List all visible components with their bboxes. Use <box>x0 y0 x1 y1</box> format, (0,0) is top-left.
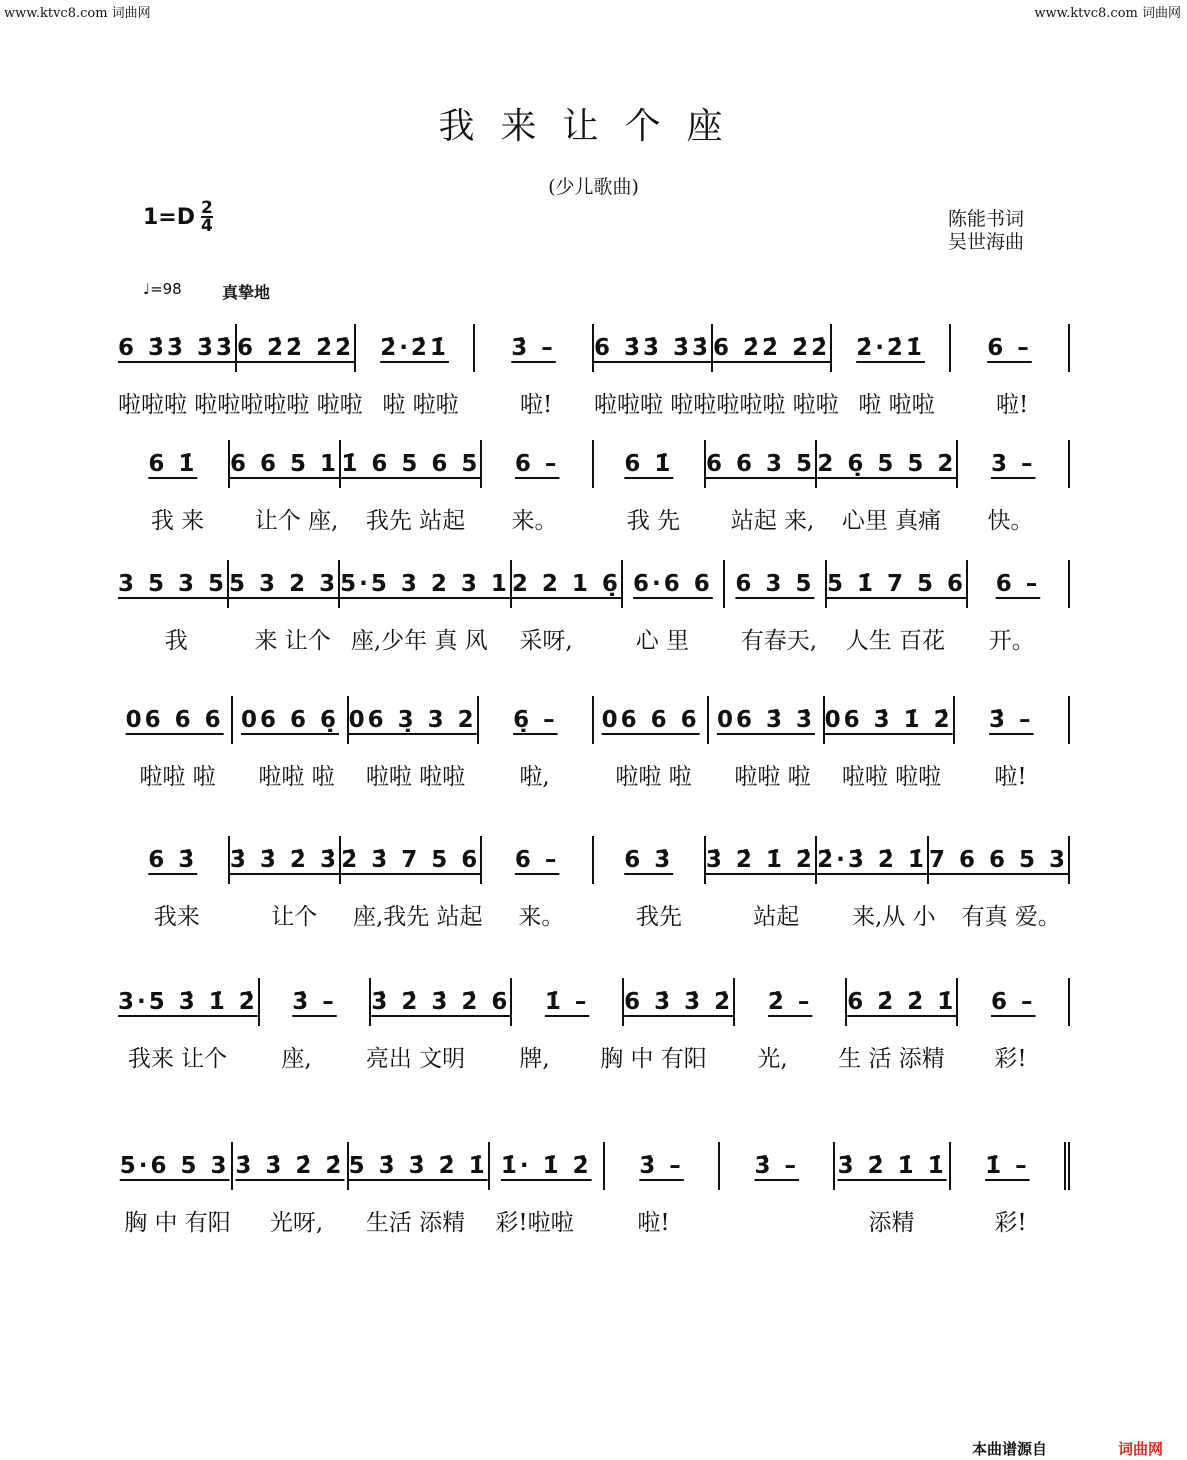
lyric: 啦啦啦 啦啦 <box>594 392 717 418</box>
lyric: 彩! <box>994 1210 1027 1236</box>
lyric: 来,从 小 <box>851 904 936 930</box>
measure: 2̇ – <box>735 978 847 1026</box>
lyric: 让个 座, <box>254 508 339 534</box>
measure: 2̇·2̇1̇ <box>832 324 951 372</box>
lyric: 站起 来, <box>730 508 815 534</box>
lyric: 啦啦啦 啦啦 <box>240 392 363 418</box>
lyric: 座, <box>281 1046 312 1072</box>
measure: 06 3̣ 3 2 <box>349 696 479 744</box>
lyric: 来。 <box>511 508 558 534</box>
measure: 6 – <box>482 440 594 488</box>
measure: 6 3̇3̇ 3̇3̇ <box>594 324 713 372</box>
measure: 5 3̇ 3̇ 2̇ 1̇ <box>349 1142 490 1190</box>
lyric: 牌, <box>519 1046 550 1072</box>
source-label: 本曲谱源自 <box>972 1440 1048 1458</box>
lyric: 胸 中 有阳 <box>124 1210 231 1236</box>
measure: 6 – <box>958 978 1070 1026</box>
measure: 06 3̇ 1̇ 2̇ <box>825 696 955 744</box>
measure: 2 6̣ 5 5 2 <box>817 440 958 488</box>
notes-row <box>118 560 1070 608</box>
expression-mark: 真挚地 <box>222 283 271 302</box>
lyric: 胸 中 有阳 <box>600 1046 707 1072</box>
lyric: 来 让个 <box>254 628 331 654</box>
time-signature <box>201 200 213 234</box>
measure: 3̇ – <box>720 1142 835 1190</box>
lyric: 生活 添精 <box>365 1210 466 1236</box>
lyric: 啦! <box>637 1210 670 1236</box>
score-system <box>118 836 1070 931</box>
measure: 06 6 6̣ <box>233 696 348 744</box>
song-subtitle: (少儿歌曲) <box>548 176 639 198</box>
measure: 2̇ 3̇ 7 5 6 <box>341 836 482 884</box>
measure: 6 – <box>968 560 1070 608</box>
measure: 6 – <box>951 324 1070 372</box>
measure: 06 6 6 <box>118 696 233 744</box>
lyric: 啦 啦啦 <box>382 392 459 418</box>
measure: 7 6 6 5 3 <box>929 836 1070 884</box>
lyric: 我 来 <box>150 508 205 534</box>
lyric: 光, <box>757 1046 788 1072</box>
composer: 吴世海曲 <box>948 231 1025 253</box>
lyric: 座,少年 真 风 <box>350 628 488 654</box>
measure: 6 2̇2̇ 2̇2̇ <box>237 324 356 372</box>
notes-row <box>118 440 1070 488</box>
lyric: 有春天, <box>740 628 818 654</box>
watermark-left: www.ktvc8.com 词曲网 <box>4 6 151 21</box>
measure: 3̇ 2̇ 3̇ 2̇ 6 <box>371 978 512 1026</box>
measure: 6 3 5 <box>725 560 827 608</box>
lyricist: 陈能书词 <box>948 208 1025 230</box>
measure: 6·6 6 <box>623 560 725 608</box>
measure: 3̇ – <box>605 1142 720 1190</box>
measure: 6 3̇3̇ 3̇3̇ <box>118 324 237 372</box>
lyric: 开。 <box>988 628 1035 654</box>
lyric <box>713 1204 832 1237</box>
credits <box>948 208 1024 254</box>
lyric: 快。 <box>987 508 1034 534</box>
measure: 06 6 6 <box>594 696 709 744</box>
lyrics-row <box>118 1040 1070 1073</box>
measure: 3·5 3̇ 1̇ 2̇ <box>118 978 260 1026</box>
measure: 6 – <box>482 836 594 884</box>
lyrics-row <box>118 622 1070 655</box>
lyrics-row <box>118 898 1070 931</box>
source-site: 词曲网 <box>1118 1440 1164 1458</box>
notes-row <box>118 696 1070 744</box>
lyrics-row <box>118 758 1070 791</box>
measure: 1̇· 1̇ 2̇ <box>490 1142 605 1190</box>
lyrics-row <box>118 386 1070 419</box>
lyric: 我先 站起 <box>365 508 466 534</box>
measure: 2̇·2̇1̇ <box>356 324 475 372</box>
measure: 3̇ 2̇ 1̇ 1̇ <box>835 1142 950 1190</box>
lyric: 让个 <box>271 904 318 930</box>
score-system <box>118 978 1070 1073</box>
measure: 06 3̇ 3̇ <box>709 696 824 744</box>
lyric: 啦啦 啦 <box>139 764 216 790</box>
lyric: 我 <box>164 628 188 654</box>
notes-row <box>118 1142 1070 1190</box>
lyric: 啦! <box>994 764 1027 790</box>
lyric: 啦啦 啦啦 <box>841 764 942 790</box>
measure: 3̇ 2̇ 1̇ 2̇ <box>706 836 818 884</box>
notes-row <box>118 978 1070 1026</box>
measure: 2 2 1 6̣ <box>512 560 623 608</box>
measure: 3̇ – <box>955 696 1070 744</box>
lyric: 啦! <box>520 392 553 418</box>
measure: 5·5 3 2 3 1 <box>340 560 512 608</box>
measure: 6 2̇ 2̇ 1̇ <box>847 978 959 1026</box>
lyric: 光呀, <box>269 1210 324 1236</box>
lyric: 心里 真痛 <box>841 508 942 534</box>
lyric: 彩! <box>994 1046 1027 1072</box>
lyrics-row <box>118 1204 1070 1237</box>
score-system <box>118 1142 1070 1237</box>
lyric: 采呀, <box>519 628 573 654</box>
key-label: 1=D <box>143 204 196 230</box>
lyric: 我 先 <box>626 508 681 534</box>
measure: 6 1̇ <box>118 440 230 488</box>
lyric: 生 活 添精 <box>838 1046 945 1072</box>
measure: 3̇ 3̇ 2̇ 2̇ <box>233 1142 348 1190</box>
lyric: 我先 <box>635 904 682 930</box>
measure: 6 3̇ 3̇ 2̇ <box>624 978 736 1026</box>
lyric: 啦啦 啦 <box>734 764 811 790</box>
score-system <box>118 560 1070 655</box>
score-system <box>118 324 1070 419</box>
lyric: 人生 百花 <box>845 628 945 654</box>
tempo-mark: ♩=98 <box>143 280 182 298</box>
song-title: 我来让个座 <box>438 106 749 147</box>
measure: 6 6 5 1 <box>230 440 342 488</box>
lyrics-row <box>118 502 1070 535</box>
lyric: 啦! <box>996 392 1029 418</box>
measure: 5·6 5 3 <box>118 1142 233 1190</box>
measure: 3 5 3 5 <box>118 560 229 608</box>
measure: 6̣ – <box>479 696 594 744</box>
measure: 6 6 3 5 <box>706 440 818 488</box>
time-top: 2 <box>201 198 213 218</box>
lyric: 啦啦啦 啦啦 <box>716 392 839 418</box>
lyric: 啦啦 啦啦 <box>365 764 466 790</box>
lyric: 心 里 <box>635 628 690 654</box>
lyric: 站起 <box>753 904 800 930</box>
measure: 3̇ – <box>475 324 594 372</box>
measure: 5 3 2 3 <box>229 560 340 608</box>
measure: 3̇ 3̇ 2̇ 3̇ <box>230 836 342 884</box>
measure: 2̇·3̇ 2̇ 1̇ <box>817 836 929 884</box>
lyric: 我来 <box>153 904 200 930</box>
notes-row <box>118 836 1070 884</box>
watermark-right: www.ktvc8.com 词曲网 <box>1034 6 1181 21</box>
measure: 5 1̇ 7 5 6 <box>827 560 968 608</box>
lyric: 我来 让个 <box>127 1046 228 1072</box>
lyric: 彩!啦啦 <box>495 1210 574 1236</box>
notes-row <box>118 324 1070 372</box>
lyric: 啦啦 啦 <box>615 764 692 790</box>
measure: 6 3̇ <box>594 836 706 884</box>
measure: 1̇ 6 5 6 5 <box>341 440 482 488</box>
lyric: 啦 啦啦 <box>858 392 935 418</box>
key-signature <box>143 200 213 234</box>
measure: 1̇ – <box>512 978 624 1026</box>
lyric: 来。 <box>518 904 565 930</box>
score-system <box>118 440 1070 535</box>
measure: 3̇ – <box>260 978 372 1026</box>
lyric: 座,我先 站起 <box>352 904 483 930</box>
measure: 3 – <box>958 440 1070 488</box>
measure: 1̇ – <box>951 1142 1070 1190</box>
measure: 6 1̇ <box>594 440 706 488</box>
lyric: 啦啦啦 啦啦 <box>118 392 241 418</box>
measure: 6 3̇ <box>118 836 230 884</box>
lyric: 亮出 文明 <box>365 1046 466 1072</box>
score-system <box>118 696 1070 791</box>
lyric: 有真 爱。 <box>961 904 1061 930</box>
time-bottom: 4 <box>201 216 213 236</box>
lyric: 啦啦 啦 <box>258 764 335 790</box>
lyric: 啦, <box>519 764 550 790</box>
measure: 6 2̇2̇ 2̇2̇ <box>713 324 832 372</box>
lyric: 添精 <box>868 1210 915 1236</box>
